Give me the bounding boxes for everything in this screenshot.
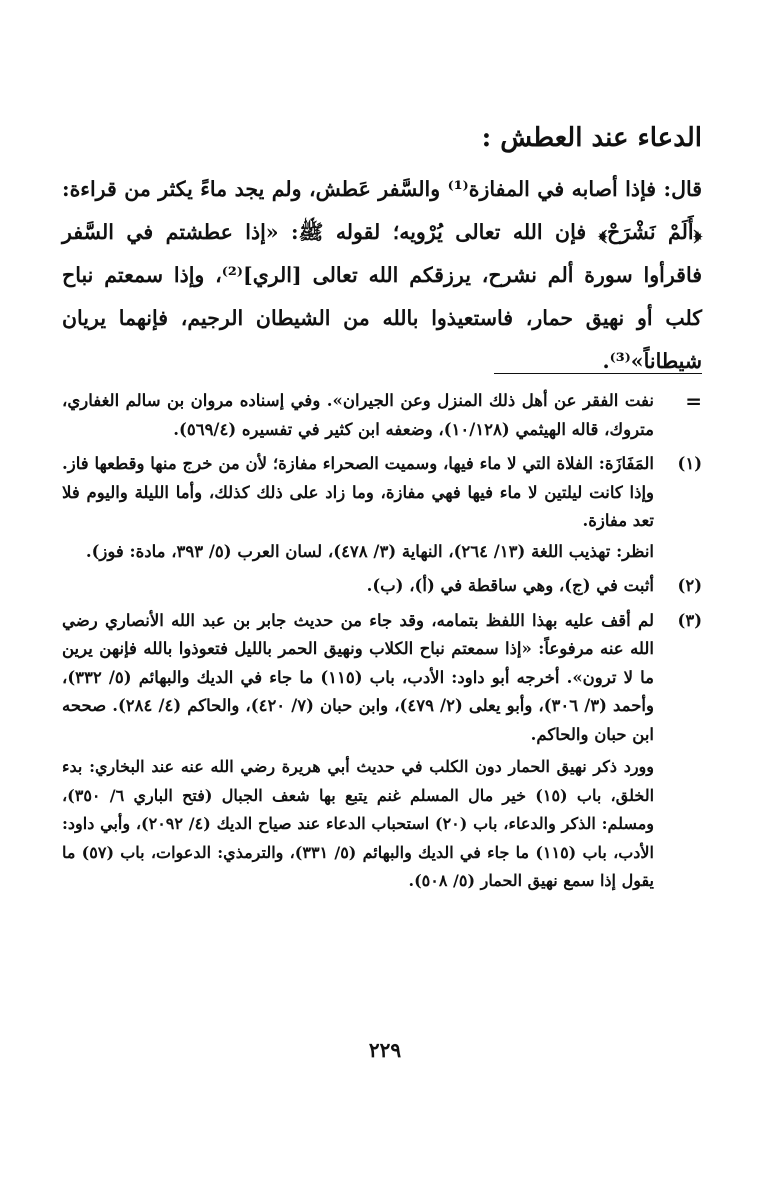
footnote-2 — [62, 572, 702, 601]
footnote-2-number: (٢) — [677, 576, 702, 595]
footnote-1-number: (١) — [677, 454, 702, 473]
page-number: ٢٢٩ — [368, 1038, 402, 1062]
main-paragraph: قال: فإذا أصابه في المفازة⁽¹⁾ والسَّفر عَطش، ولم يجد ماءً يكثر من قراءة: ﴿أَلَمْ نَشْرَحْ﴾ فإن الله تعالى يُرْويه؛ لقوله ﷺ: «إذا عطشتم في السَّفر فاقرأوا سورة ألم نشرح، يرزقكم الله تعالى [الري]⁽²⁾، وإذا سمعتم نباح كلب أو نهيق حمار، فاستعيذوا بالله من الشيطان الرجيم، فإنهما يريان شيطاناً»⁽³⁾. — [62, 177, 703, 373]
footnote-3 — [62, 607, 702, 750]
continued-footnote — [62, 387, 702, 444]
footnote-3-text: لم أقف عليه بهذا اللفظ بتمامه، وقد جاء من حديث جابر بن عبد الله الأنصاري رضي الله عنه مرفوعاً: «إذا سمعتم نباح الكلاب ونهيق الحمر بالليل فتعوذوا بالله فإنهن يرين ما لا ترون». أخرجه أبو داود: الأدب، باب (١١٥) ما جاء في الديك والبهائم (٥/ ٣٣٢)، وأحمد (٣/ ٣٠٦)، وأبو يعلى (٢/ ٤٧٩)، وابن حبان (٧/ ٤٢٠)، والحاكم (٤/ ٢٨٤). صححه ابن حبان والحاكم. — [62, 610, 654, 744]
footnote-1-text: المَفَازَة: الفلاة التي لا ماء فيها، وسميت الصحراء مفازة؛ لأن من خرج منها وقطعها فاز. وإذا كانت ليلتين لا ماء فيها فهي مفازة، وما زاد على ذلك كذلك، وأما الليلة واليوم فلا تعد مفازة. — [62, 454, 654, 530]
footnote-1 — [62, 450, 702, 566]
footnote-3-number: (٣) — [677, 610, 702, 630]
continuation-mark: = — [685, 389, 702, 413]
footnote-1-source: انظر: تهذيب اللغة (١٣/ ٢٦٤)، النهاية (٣/ ٤٧٨)، لسان العرب (٥/ ٣٩٣، مادة: فوز). — [85, 541, 654, 561]
footnote-separator — [494, 373, 702, 374]
continued-footnote-text: نفت الفقر عن أهل ذلك المنزل وعن الجيران». وفي إسناده مروان بن سالم الغفاري، متروك، قاله الهيثمي (١٠/١٢٨)، وضعفه ابن كثير في تفسيره (٥٦٩/٤). — [62, 391, 654, 439]
footnotes-block — [62, 387, 702, 896]
main-text-block — [62, 168, 702, 383]
footnote-3-extra: وورد ذكر نهيق الحمار دون الكلب في حديث أبي هريرة رضي الله عنه عند البخاري: بدء الخلق، باب (١٥) خير مال المسلم غنم يتبع بها شعف الجبال (فتح الباري ٦/ ٣٥٠)، ومسلم: الذكر والدعاء، باب (٢٠) استحباب الدعاء عند صياح الديك (٤/ ٢٠٩٢)، وأبي داود: الأدب، باب (١١٥) ما جاء في الديك والبهائم (٥/ ٣٣١)، والترمذي: الدعوات، باب (٥٧) ما يقول إذا سمع نهيق الحمار (٥/ ٥٠٨). — [62, 757, 655, 890]
section-heading: الدعاء عند العطش : — [481, 123, 702, 153]
footnote-2-text: أثبت في (ج)، وهي ساقطة في (أ)، (ب). — [366, 576, 654, 595]
